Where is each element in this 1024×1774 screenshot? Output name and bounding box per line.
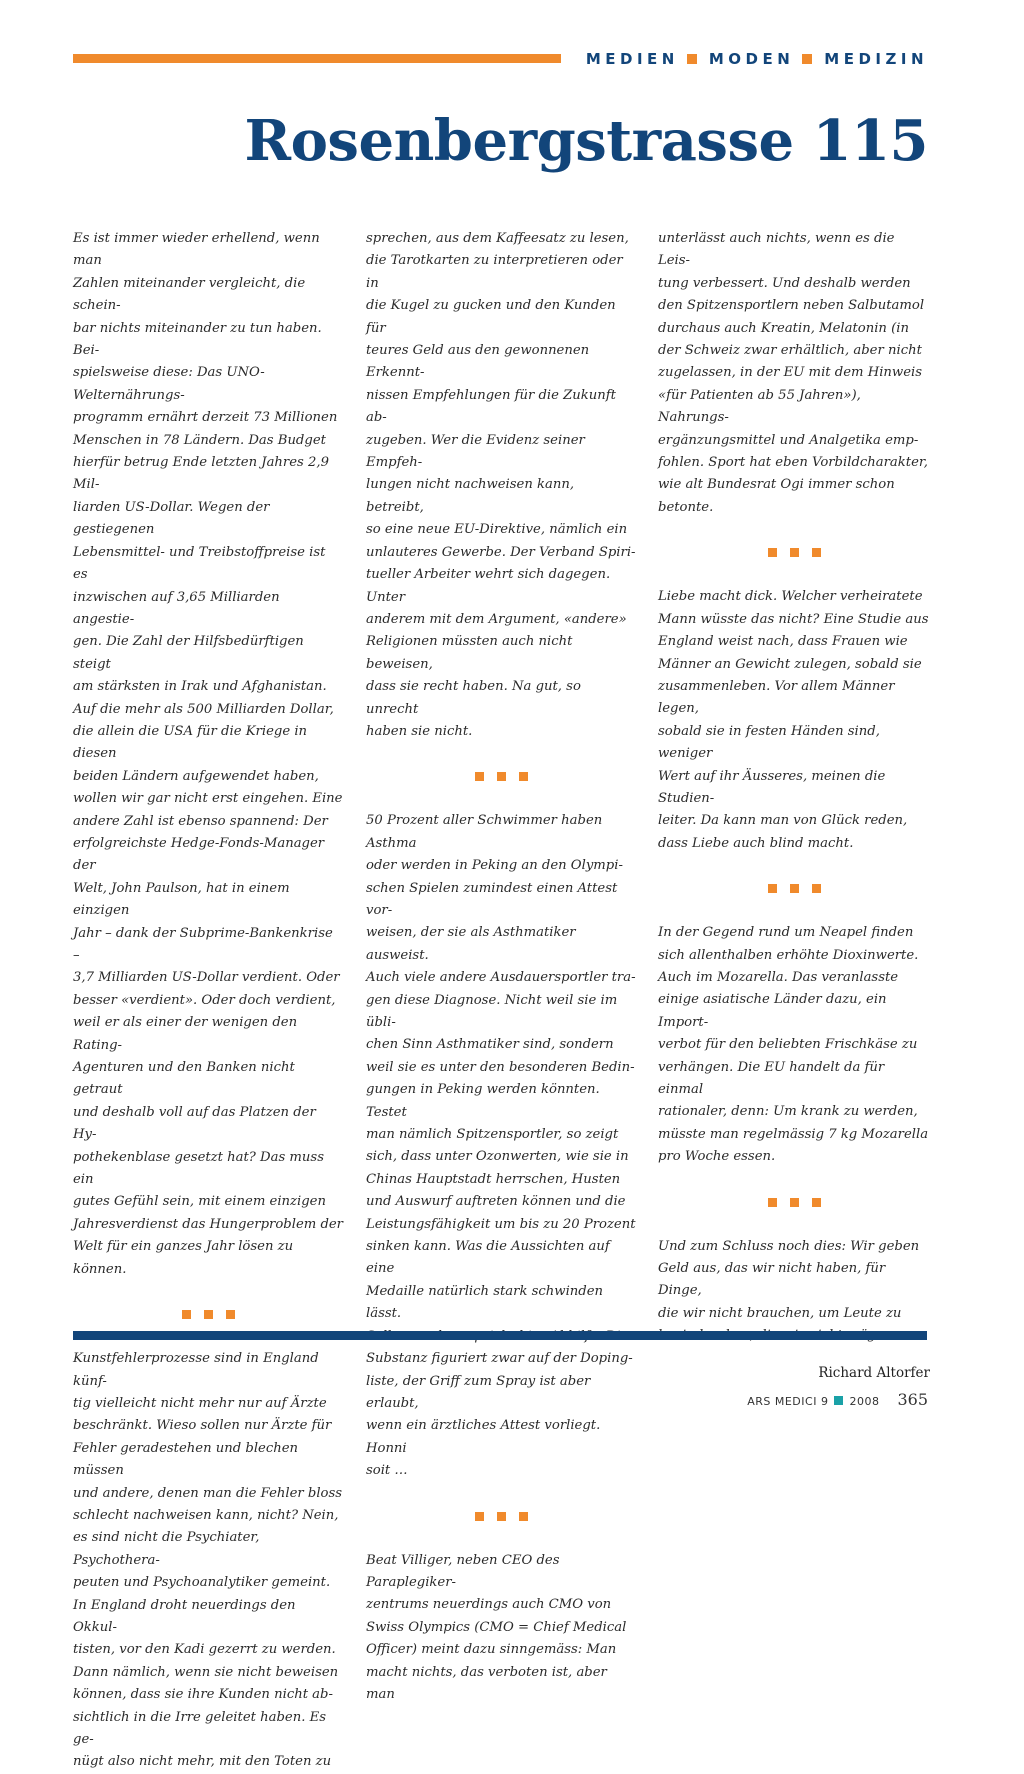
text-column-3: [658, 228, 930, 1384]
square-bullet-icon: [768, 548, 777, 557]
square-bullet-icon: [834, 1396, 843, 1405]
square-bullet-icon: [790, 548, 799, 557]
section-label-moden: MODEN: [708, 50, 795, 68]
square-bullet-icon: [802, 54, 812, 64]
square-bullet-icon: [812, 884, 821, 893]
square-bullet-icon: [768, 884, 777, 893]
square-bullet-icon: [768, 1198, 777, 1207]
paragraph: Und zum Schluss noch dies: Wir geben Geld aus, das wir nicht haben, für Dinge, die wir nicht brauchen, um Leute zu: [658, 1238, 920, 1321]
square-bullet-icon: [519, 1512, 528, 1521]
square-bullet-icon: [790, 884, 799, 893]
square-bullet-icon: [497, 1512, 506, 1521]
page-number: 365: [897, 1390, 928, 1409]
section-label-medizin: MEDIZIN: [824, 50, 928, 68]
square-bullet-icon: [790, 1198, 799, 1207]
section-separator: [658, 1169, 930, 1236]
paragraph: Kunstfehlerprozesse sind in England künf- tig vielleicht nicht mehr nur auf Ärzte beschränkt. Wieso sollen nur Ärzte für Fehler geradestehen und blechen müssen und andere, denen man die Fehler bloss schlecht nachweisen kann, nicht? Nein, es sind nicht die Psychiater, Psychothera- peuten und Psychoanalytiker gemeint. In England droht neuerdings den Okkul- tisten, vor den Kadi gezerrt zu werden. Dann nämlich, wenn sie nicht beweisen können, dass sie ihre Kunden nicht ab- sichtlich in die Irre geleitet haben. Es ge- nügt also nicht mehr, mit den Toten zu: [73, 1351, 343, 1770]
square-bullet-icon: [812, 548, 821, 557]
square-bullet-icon: [204, 1310, 213, 1319]
square-bullet-icon: [519, 772, 528, 781]
square-bullet-icon: [226, 1310, 235, 1319]
text-column-1: [73, 228, 343, 1774]
paragraph: Beat Villiger, neben CEO des Paraplegiker- zentrums neuerdings auch CMO von Swiss Olympics (CMO = Chief Medical Officer) meint dazu sinngemäss: Man macht nichts, das verboten ist, aber man: [366, 1552, 627, 1702]
page-title: Rosenbergstrasse 115: [244, 108, 928, 174]
section-label-medien: MEDIEN: [585, 50, 679, 68]
section-separator: [658, 855, 930, 922]
header-orange-bar: [73, 54, 561, 63]
square-bullet-icon: [497, 772, 506, 781]
square-bullet-icon: [475, 1512, 484, 1521]
section-separator: [366, 743, 636, 810]
paragraph: unterlässt auch nichts, wenn es die Leis- tung verbessert. Und deshalb werden den Spitzensportlern neben Salbutamol durchaus auch Kreatin, Melatonin (in der Schweiz zwar erhältlich, aber nicht zugelassen, in der EU mit dem Hinweis «für Patienten ab 55 Jahren»), Nahrungs- ergänzungsmittel und Analgetika emp- fohlen. Sport hat eben Vorbildcharakter, wie alt Bundesrat Ogi immer schon betonte.: [658, 231, 928, 515]
text-column-2: [366, 228, 636, 1706]
paragraph: 50 Prozent aller Schwimmer haben Asthma oder werden in Peking an den Olympi- schen Spielen zumindest einen Attest vor- weisen, der sie als Asthmatiker ausweist. Auch viele andere Ausdauersportler tra- gen diese Diagnose. Nicht weil sie im übli- chen Sinn Asthmatiker sind, sondern weil sie es unter den besonderen Bedin- gungen in Peking werden könnten. Testet man nämlich Spitzensportler, so zeigt sich, dass unter Ozonwerten, wie sie in Chinas Hauptstadt herrschen, Husten und Auswurf auftreten können und die Leistungsfähigkeit um bis zu 20 Prozent sinken kann. Was die Aussichten auf eine Medaille natürlich stark schwinden lässt. Substanz figuriert zwar auf der Doping- liste, der Griff zum Spray ist aber erlaubt, wenn ein ärztliches Attest vorliegt. Honni soit …: [366, 813, 636, 1479]
square-bullet-icon: [687, 54, 697, 64]
square-bullet-icon: [812, 1198, 821, 1207]
square-bullet-icon: [182, 1310, 191, 1319]
author-signature: Richard Altorfer: [818, 1364, 930, 1381]
page-footer: [747, 1390, 928, 1409]
paragraph: Liebe macht dick. Welcher verheiratete Mann wüsste das nicht? Eine Studie aus England weist nach, dass Frauen wie Männer an Gewicht zulegen, sobald sie zusammenleben. Vor allem Männer legen, sobald sie in festen Händen sind, weniger Wert auf ihr Äusseres, meinen die Studien- leiter. Da kann man von Glück reden, dass Liebe auch blind macht.: [658, 589, 929, 851]
paragraph: sprechen, aus dem Kaffeesatz zu lesen, die Tarotkarten zu interpretieren oder in die Kugel zu gucken und den Kunden für teures Geld aus den gewonnenen Erkennt- nissen Empfehlungen für die Zukunft ab- zugeben. Wer die Evidenz seiner Empfeh- lungen nicht nachweisen kann, betreibt, so eine neue EU-Direktive, nämlich ein unlauteres Gewerbe. Der Verband Spiri- tueller Arbeiter wehrt sich dagegen. Unter anderem mit dem Argument, «andere» Religionen müssten auch nicht beweisen, dass sie recht haben. Na gut, so unrecht haben sie nicht.: [366, 231, 636, 739]
section-nav: [586, 50, 928, 68]
footer-blue-bar: [73, 1331, 927, 1340]
journal-year: 2008: [849, 1395, 880, 1408]
paragraph: In der Gegend rund um Neapel finden sich allenthalben erhöhte Dioxinwerte. Auch im Mozarella. Das veranlasste einige asiatische Länder dazu, ein Import- verbot für den beliebten Frischkäse zu verhängen. Die EU handelt da für einmal rationaler, denn: Um krank zu werden, müsste man regelmässig 7 kg Mozarella pro Woche essen.: [658, 925, 929, 1165]
paragraph: Es ist immer wieder erhellend, wenn man Zahlen miteinander vergleicht, die schein- bar nichts miteinander zu tun haben. Bei- spielsweise diese: Das UNO-Welternährungs- programm ernährt derzeit 73 Millionen Menschen in 78 Ländern. Das Budget hierfür betrug Ende letzten Jahres 2,9 Mil- liarden US-Dollar. Wegen der gestiegenen Lebensmittel- und Treibstoffpreise ist es inzwischen auf 3,65 Milliarden angestie- gen. Die Zahl der Hilfsbedürftigen steigt am stärksten in Irak und Afghanistan. Auf die mehr als 500 Milliarden Dollar, die allein die USA für die Kriege in diesen beiden Ländern aufgewendet haben, wollen wir gar nicht erst eingehen. Eine andere Zahl ist ebenso spannend: Der erfolgreichste Hedge-Fonds-Manager der Welt, John Paulson, hat in einem einzigen Jahr – dank der Subprime-Bankenkrise – 3,7 Milliarden US-Dollar verdient. Oder besser «verdient». Oder doch verdient, weil er als einer der wenigen den Rating- Agenturen und den Banken nicht getraut und deshalb voll auf das Platzen der Hy- pothekenblase gesetzt hat? Das muss ein gutes Gefühl sein, mit einem einzigen Jahresverdienst das Hungerproblem der Welt für ein ganzes Jahr lösen zu können.: [73, 231, 343, 1277]
journal-name: ARS MEDICI 9: [747, 1395, 829, 1408]
square-bullet-icon: [475, 772, 484, 781]
section-separator: [366, 1483, 636, 1550]
section-separator: [658, 519, 930, 586]
